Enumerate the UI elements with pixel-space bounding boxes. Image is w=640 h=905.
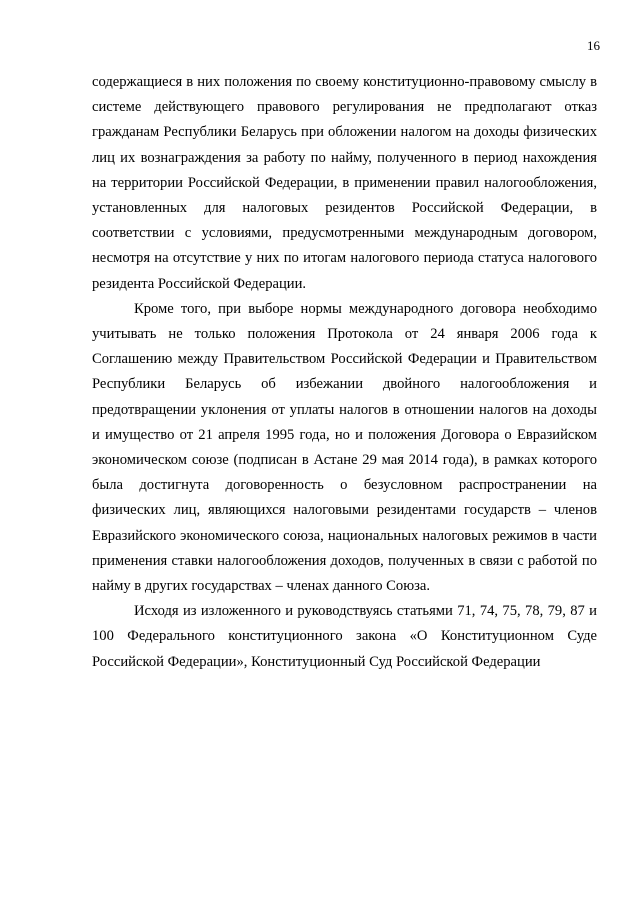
paragraph-continuation: содержащиеся в них положения по своему конституционно-правовому смыслу в системе действующего правового регулирования не предполагают отказ гражданам Республики Беларусь при обложении налогом на доходы физических лиц их вознаграждения за работу по найму, полученного в период нахождения на территории Российской Федерации, в применении правил налогообложения, установленных для налоговых резидентов Российской Федерации, в соответствии с условиями, предусмотренными международным договором, несмотря на отсутствие у них по итогам налогового периода статуса налогового резидента Российской Федерации.	[92, 74, 597, 292]
document-body	[92, 70, 597, 675]
paragraph-ruling-basis: Исходя из изложенного и руководствуясь статьями 71, 74, 75, 78, 79, 87 и 100 Федерального конституционного закона «О Конституционном Суде Российской Федерации», Конституционный Суд Российской Федерации	[92, 603, 597, 670]
paragraph-treaty-norms: Кроме того, при выборе нормы международного договора необходимо учитывать не только положения Протокола от 24 января 2006 года к Соглашению между Правительством Российской Федерации и Правительством Республики Беларусь об избежании двойного налогообложения и предотвращении уклонения от уплаты налогов в отношении налогов на доходы и имущество от 21 апреля 1995 года, но и положения Договора о Евразийском экономическом союзе (подписан в Астане 29 мая 2014 года), в рамках которого была достигнута договоренность о безусловном распространении на физических лиц, являющихся налоговыми резидентами государств – членов Евразийского экономического союза, национальных налоговых режимов в части применения ставки налогообложения доходов, полученных в связи с работой по найму в других государствах – членах данного Союза.	[92, 300, 597, 595]
page-number: 16	[587, 38, 600, 53]
